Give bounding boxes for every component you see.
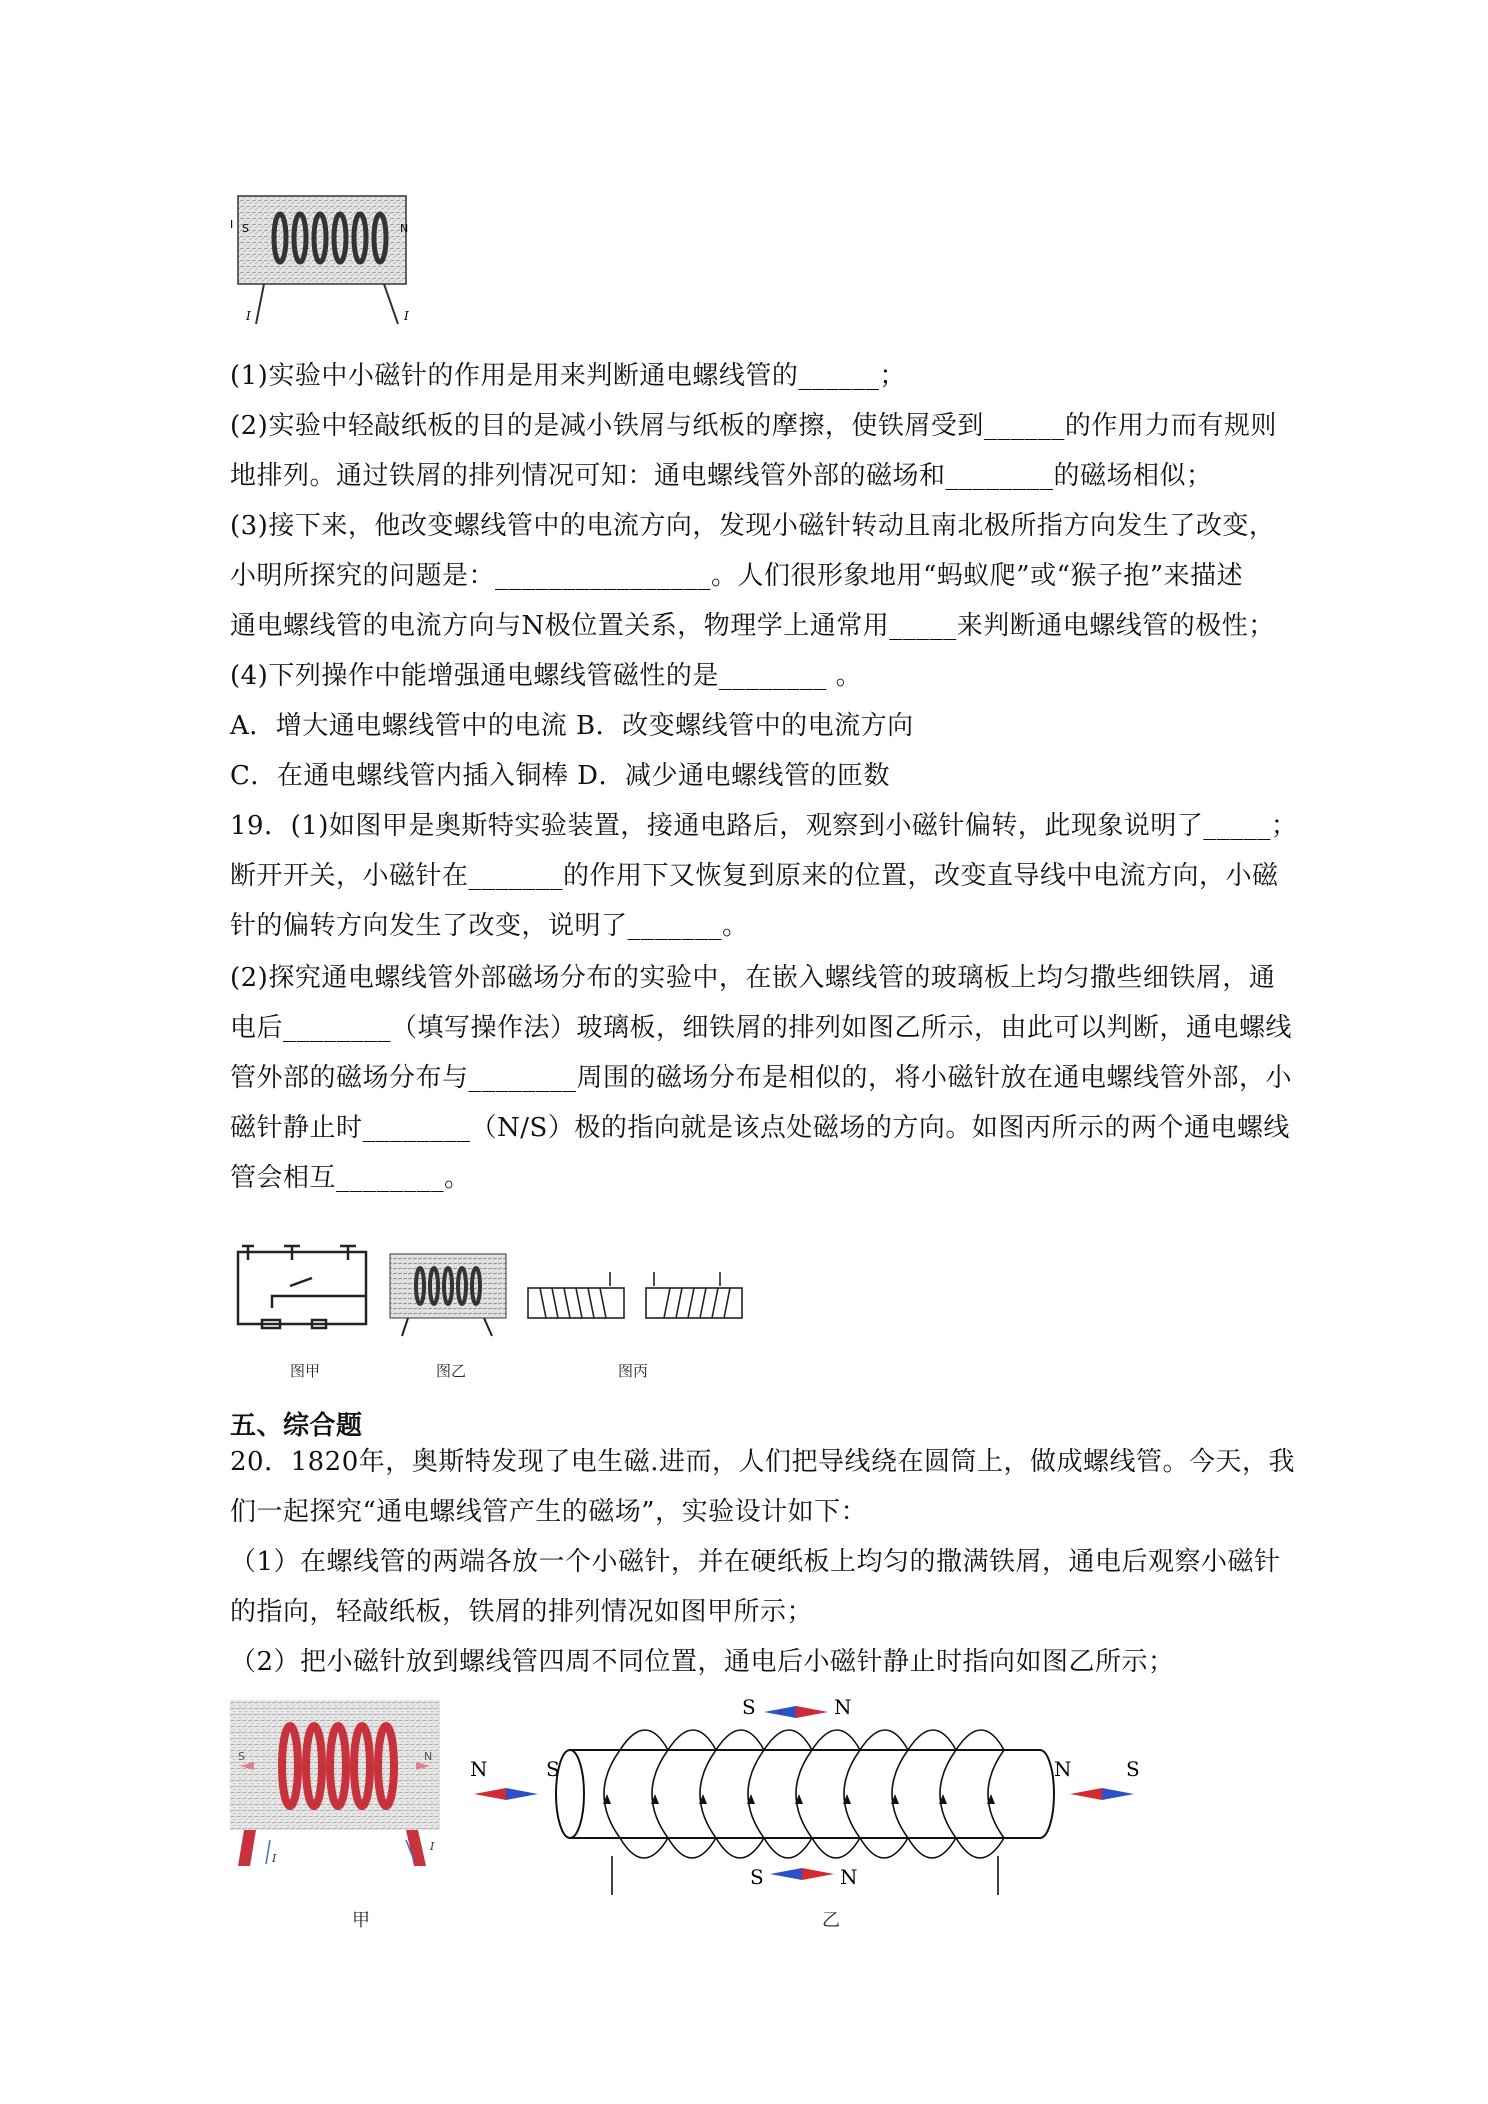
text-line-5: 小明所探究的问题是：________________。人们很形象地用“蚂蚁爬”或“猴子抱”来描述: [230, 561, 1244, 591]
needle-top: [764, 1706, 828, 1718]
q20-line-2: 们一起探究“通电螺线管产生的磁场”，实验设计如下：: [230, 1497, 868, 1527]
needle-right: [1070, 1788, 1134, 1800]
solenoid-figure-yi: [388, 1252, 508, 1342]
caption-yi: 图乙: [436, 1362, 467, 1380]
section-title: 五、综合题: [230, 1411, 363, 1441]
option-ab: A．增大通电螺线管中的电流 B．改变螺线管中的电流方向: [230, 711, 914, 741]
text-line-10: 19．(1)如图甲是奥斯特实验装置，接通电路后，观察到小磁针偏转，此现象说明了_____；: [230, 811, 1298, 841]
text-line-6: 通电螺线管的电流方向与N极位置关系，物理学上通常用_____来判断通电螺线管的极性；: [230, 611, 1275, 641]
text-line-7: (4)下列操作中能增强通电螺线管磁性的是________ 。: [230, 661, 863, 691]
solenoid-compass-diagram: [470, 1690, 1150, 1900]
text-line-1: (1)实验中小磁针的作用是用来判断通电螺线管的______；: [230, 361, 906, 391]
top-fig-i-bottom-left: I: [246, 309, 251, 323]
right-needle-s: S: [1126, 1757, 1140, 1781]
text-line-16: 磁针静止时________（N/S）极的指向就是该点处磁场的方向。如图丙所示的两个通电螺线: [230, 1113, 1290, 1143]
top-solenoid-figure: [228, 192, 418, 332]
top-fig-i-bottom-right: I: [404, 309, 409, 323]
left-needle-s: S: [546, 1757, 560, 1781]
text-line-17: 管会相互________。: [230, 1163, 471, 1193]
needle-left: [474, 1788, 538, 1800]
bottom-caption-yi: 乙: [822, 1910, 840, 1931]
top-fig-i-left: I: [230, 218, 234, 231]
top-needle-n: N: [834, 1695, 852, 1719]
q20-line-3: （1）在螺线管的两端各放一个小磁针，并在硬纸板上均匀的撒满铁屑，通电后观察小磁针: [230, 1547, 1281, 1577]
text-line-4: (3)接下来，他改变螺线管中的电流方向，发现小磁针转动且南北极所指方向发生了改变，: [230, 511, 1276, 541]
needle-bottom: [770, 1868, 834, 1880]
bottom-needle-s: S: [750, 1865, 764, 1889]
text-line-3: 地排列。通过铁屑的排列情况可知：通电螺线管外部的磁场和________的磁场相似；: [230, 461, 1213, 491]
caption-jia: 图甲: [290, 1362, 321, 1380]
circuit-figure-jia: [232, 1238, 372, 1338]
bottom-caption-jia: 甲: [352, 1910, 370, 1931]
bottom-needle-n: N: [840, 1865, 858, 1889]
q20-line-1: 20．1820年，奥斯特发现了电生磁.进而，人们把导线绕在圆筒上，做成螺线管。今天，我: [230, 1447, 1296, 1477]
text-line-15: 管外部的磁场分布与________周围的磁场分布是相似的，将小磁针放在通电螺线管外部，小: [230, 1063, 1293, 1093]
text-line-11: 断开开关，小磁针在_______的作用下又恢复到原来的位置，改变直导线中电流方向，小磁: [230, 861, 1279, 891]
caption-bing: 图丙: [618, 1362, 649, 1380]
text-line-2: (2)实验中轻敲纸板的目的是减小铁屑与纸板的摩擦，使铁屑受到______的作用力而有规则: [230, 411, 1277, 441]
text-line-12: 针的偏转方向发生了改变，说明了_______。: [230, 911, 749, 941]
right-needle-n: N: [1054, 1757, 1072, 1781]
photo-i-left: I: [272, 1852, 277, 1865]
q20-line-4: 的指向，轻敲纸板，铁屑的排列情况如图甲所示；: [230, 1597, 814, 1627]
red-solenoid-photo: [230, 1700, 440, 1870]
q20-line-5: （2）把小磁针放到螺线管四周不同位置，通电后小磁针静止时指向如图乙所示；: [230, 1647, 1175, 1677]
top-needle-s: S: [742, 1695, 756, 1719]
two-solenoids-figure-bing: [524, 1268, 746, 1328]
photo-s-label: S: [238, 1750, 245, 1763]
text-line-13: (2)探究通电螺线管外部磁场分布的实验中，在嵌入螺线管的玻璃板上均匀撒些细铁屑，通: [230, 963, 1276, 993]
photo-i-right: I: [430, 1840, 435, 1853]
option-cd: C．在通电螺线管内插入铜棒 D．减少通电螺线管的匝数: [230, 761, 891, 791]
photo-n-label: N: [424, 1750, 433, 1763]
text-line-14: 电后________（填写操作法）玻璃板，细铁屑的排列如图乙所示，由此可以判断，通电螺线: [230, 1013, 1293, 1043]
top-fig-s-label: S: [242, 222, 249, 235]
left-needle-n: N: [470, 1757, 488, 1781]
top-fig-n-label: N: [400, 222, 409, 235]
